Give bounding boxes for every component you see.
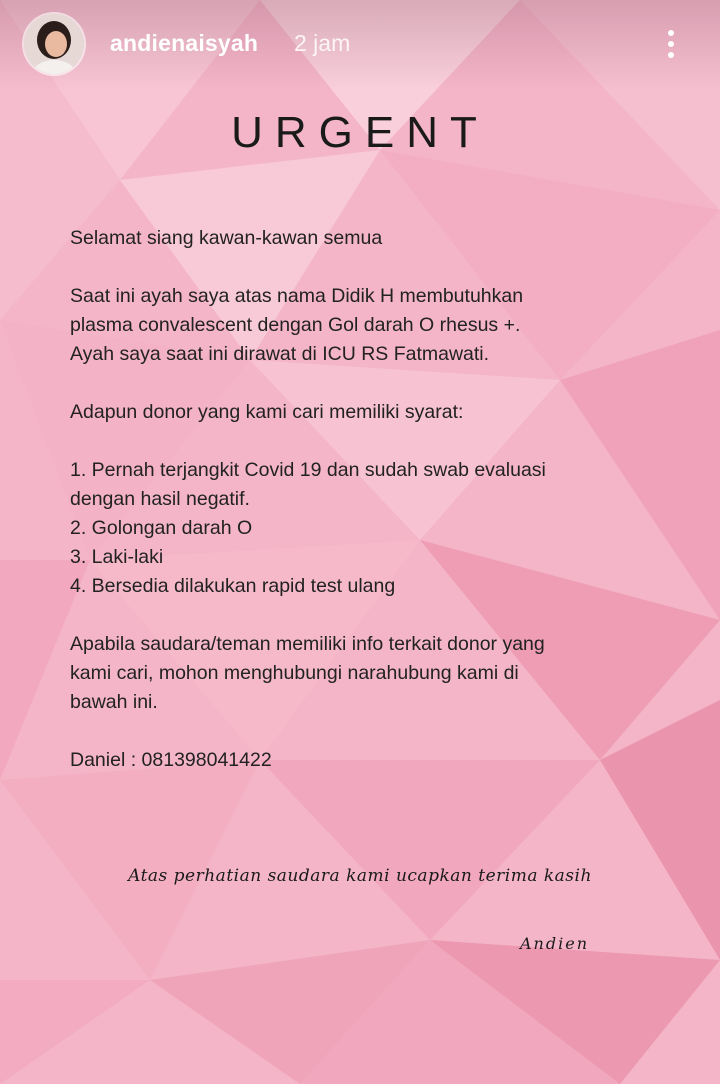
signature-text: Andien	[520, 934, 589, 953]
requirement-item: 2. Golongan darah O	[70, 517, 253, 539]
requirement-item: 3. Laki-laki	[70, 546, 164, 568]
greeting-text: Selamat siang kawan-kawan semua	[70, 227, 383, 249]
story-username[interactable]: andienaisyah	[110, 30, 259, 56]
contact-info: Daniel : 081398041422	[70, 749, 272, 771]
story-timestamp: 2 jam	[294, 30, 351, 56]
more-vertical-icon[interactable]	[654, 22, 688, 66]
story-header	[0, 0, 720, 90]
requirements-intro: Adapun donor yang kami cari memiliki syarat:	[70, 401, 464, 423]
paragraph-line: Ayah saya saat ini dirawat di ICU RS Fatmawati.	[70, 343, 490, 365]
contact-request-line: Apabila saudara/teman memiliki info terkait donor yang	[70, 633, 545, 655]
paragraph-line: Saat ini ayah saya atas nama Didik H membutuhkan	[70, 285, 524, 307]
closing-text: Atas perhatian saudara kami ucapkan terima kasih	[128, 866, 592, 886]
requirement-item: 1. Pernah terjangkit Covid 19 dan sudah swab evaluasi	[70, 459, 546, 481]
requirement-item: 4. Bersedia dilakukan rapid test ulang	[70, 575, 396, 597]
post-title: URGENT	[231, 108, 489, 157]
requirement-item: dengan hasil negatif.	[70, 488, 250, 510]
post-body	[70, 224, 690, 775]
profile-avatar[interactable]	[24, 14, 84, 74]
paragraph-line: plasma convalescent dengan Gol darah O rhesus +.	[70, 314, 521, 336]
contact-request-line: kami cari, mohon menghubungi narahubung kami di	[70, 662, 519, 684]
avatar-image	[24, 14, 84, 74]
contact-request-line: bawah ini.	[70, 691, 158, 713]
